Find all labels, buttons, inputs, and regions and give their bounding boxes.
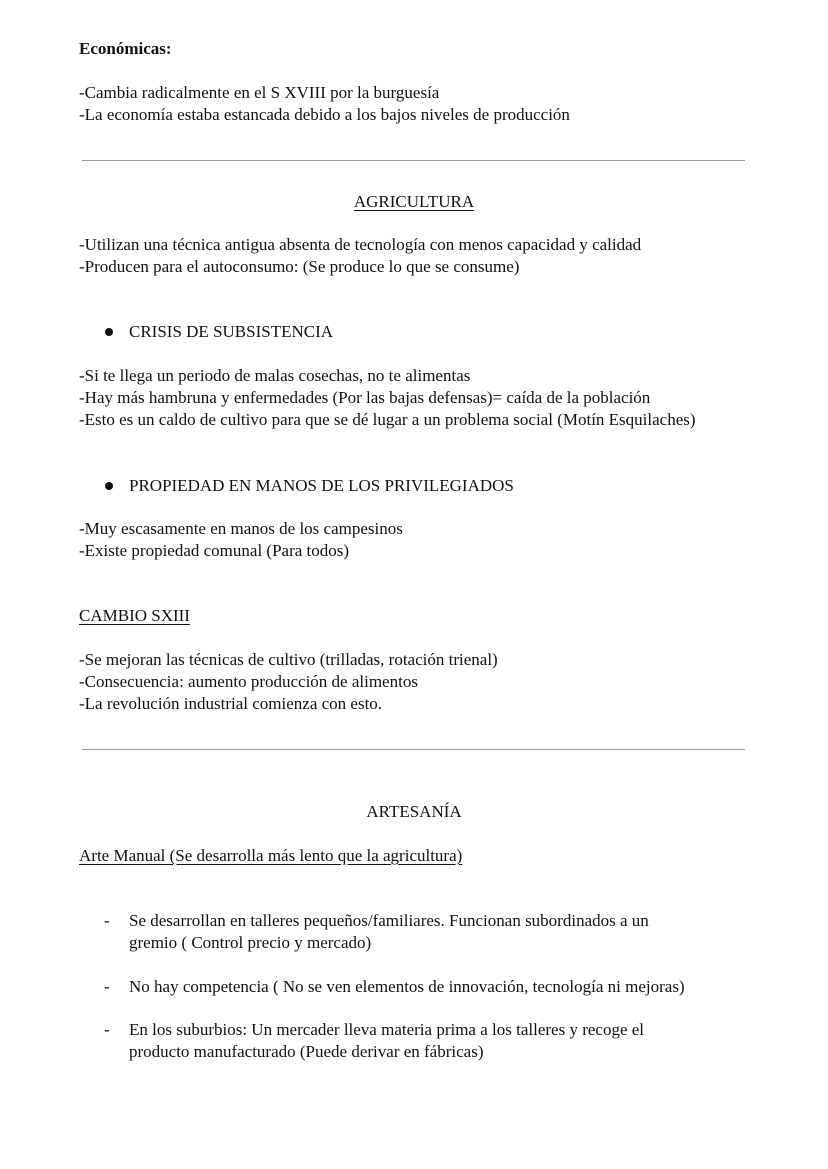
artesania-item-3-line-2: producto manufacturado (Puede derivar en fábricas) [129,1042,484,1061]
crisis-line-3: -Esto es un caldo de cultivo para que se dé lugar a un problema social (Motín Esquilaches) [79,410,696,429]
agricultura-line-1: -Utilizan una técnica antigua absenta de tecnología con menos capacidad y calidad [79,235,642,254]
economicas-heading: Económicas: [79,39,172,58]
dash-marker: - [104,977,110,996]
section-divider-1 [82,160,745,161]
economicas-line-1: -Cambia radicalmente en el S XVIII por la burguesía [79,83,440,102]
artesania-subtitle: Arte Manual (Se desarrolla más lento que la agricultura) [79,846,463,865]
bullet-icon [105,482,113,490]
agricultura-line-2: -Producen para el autoconsumo: (Se produce lo que se consume) [79,257,520,276]
cambio-line-1: -Se mejoran las técnicas de cultivo (trilladas, rotación trienal) [79,650,498,669]
crisis-heading: CRISIS DE SUBSISTENCIA [129,322,334,341]
propiedad-heading: PROPIEDAD EN MANOS DE LOS PRIVILEGIADOS [129,476,514,495]
artesania-item-1-line-2: gremio ( Control precio y mercado) [129,933,372,952]
artesania-item-2-line-1: No hay competencia ( No se ven elementos de innovación, tecnología ni mejoras) [129,977,685,996]
cambio-line-2: -Consecuencia: aumento producción de alimentos [79,672,418,691]
artesania-item-3-line-1: En los suburbios: Un mercader lleva materia prima a los talleres y recoge el [129,1020,645,1039]
crisis-line-1: -Si te llega un periodo de malas cosechas, no te alimentas [79,366,471,385]
propiedad-line-2: -Existe propiedad comunal (Para todos) [79,541,350,560]
artesania-title: ARTESANÍA [366,802,462,821]
artesania-item-1-line-1: Se desarrollan en talleres pequeños/familiares. Funcionan subordinados a un [129,911,649,930]
dash-marker: - [104,1020,110,1039]
section-divider-2 [82,749,745,750]
cambio-heading: CAMBIO SXIII [79,606,190,625]
crisis-line-2: -Hay más hambruna y enfermedades (Por las bajas defensas)= caída de la población [79,388,651,407]
cambio-line-3: -La revolución industrial comienza con esto. [79,694,383,713]
dash-marker: - [104,911,110,930]
propiedad-line-1: -Muy escasamente en manos de los campesinos [79,519,403,538]
economicas-line-2: -La economía estaba estancada debido a los bajos niveles de producción [79,105,570,124]
agricultura-title: AGRICULTURA [353,192,475,211]
bullet-icon [105,328,113,336]
